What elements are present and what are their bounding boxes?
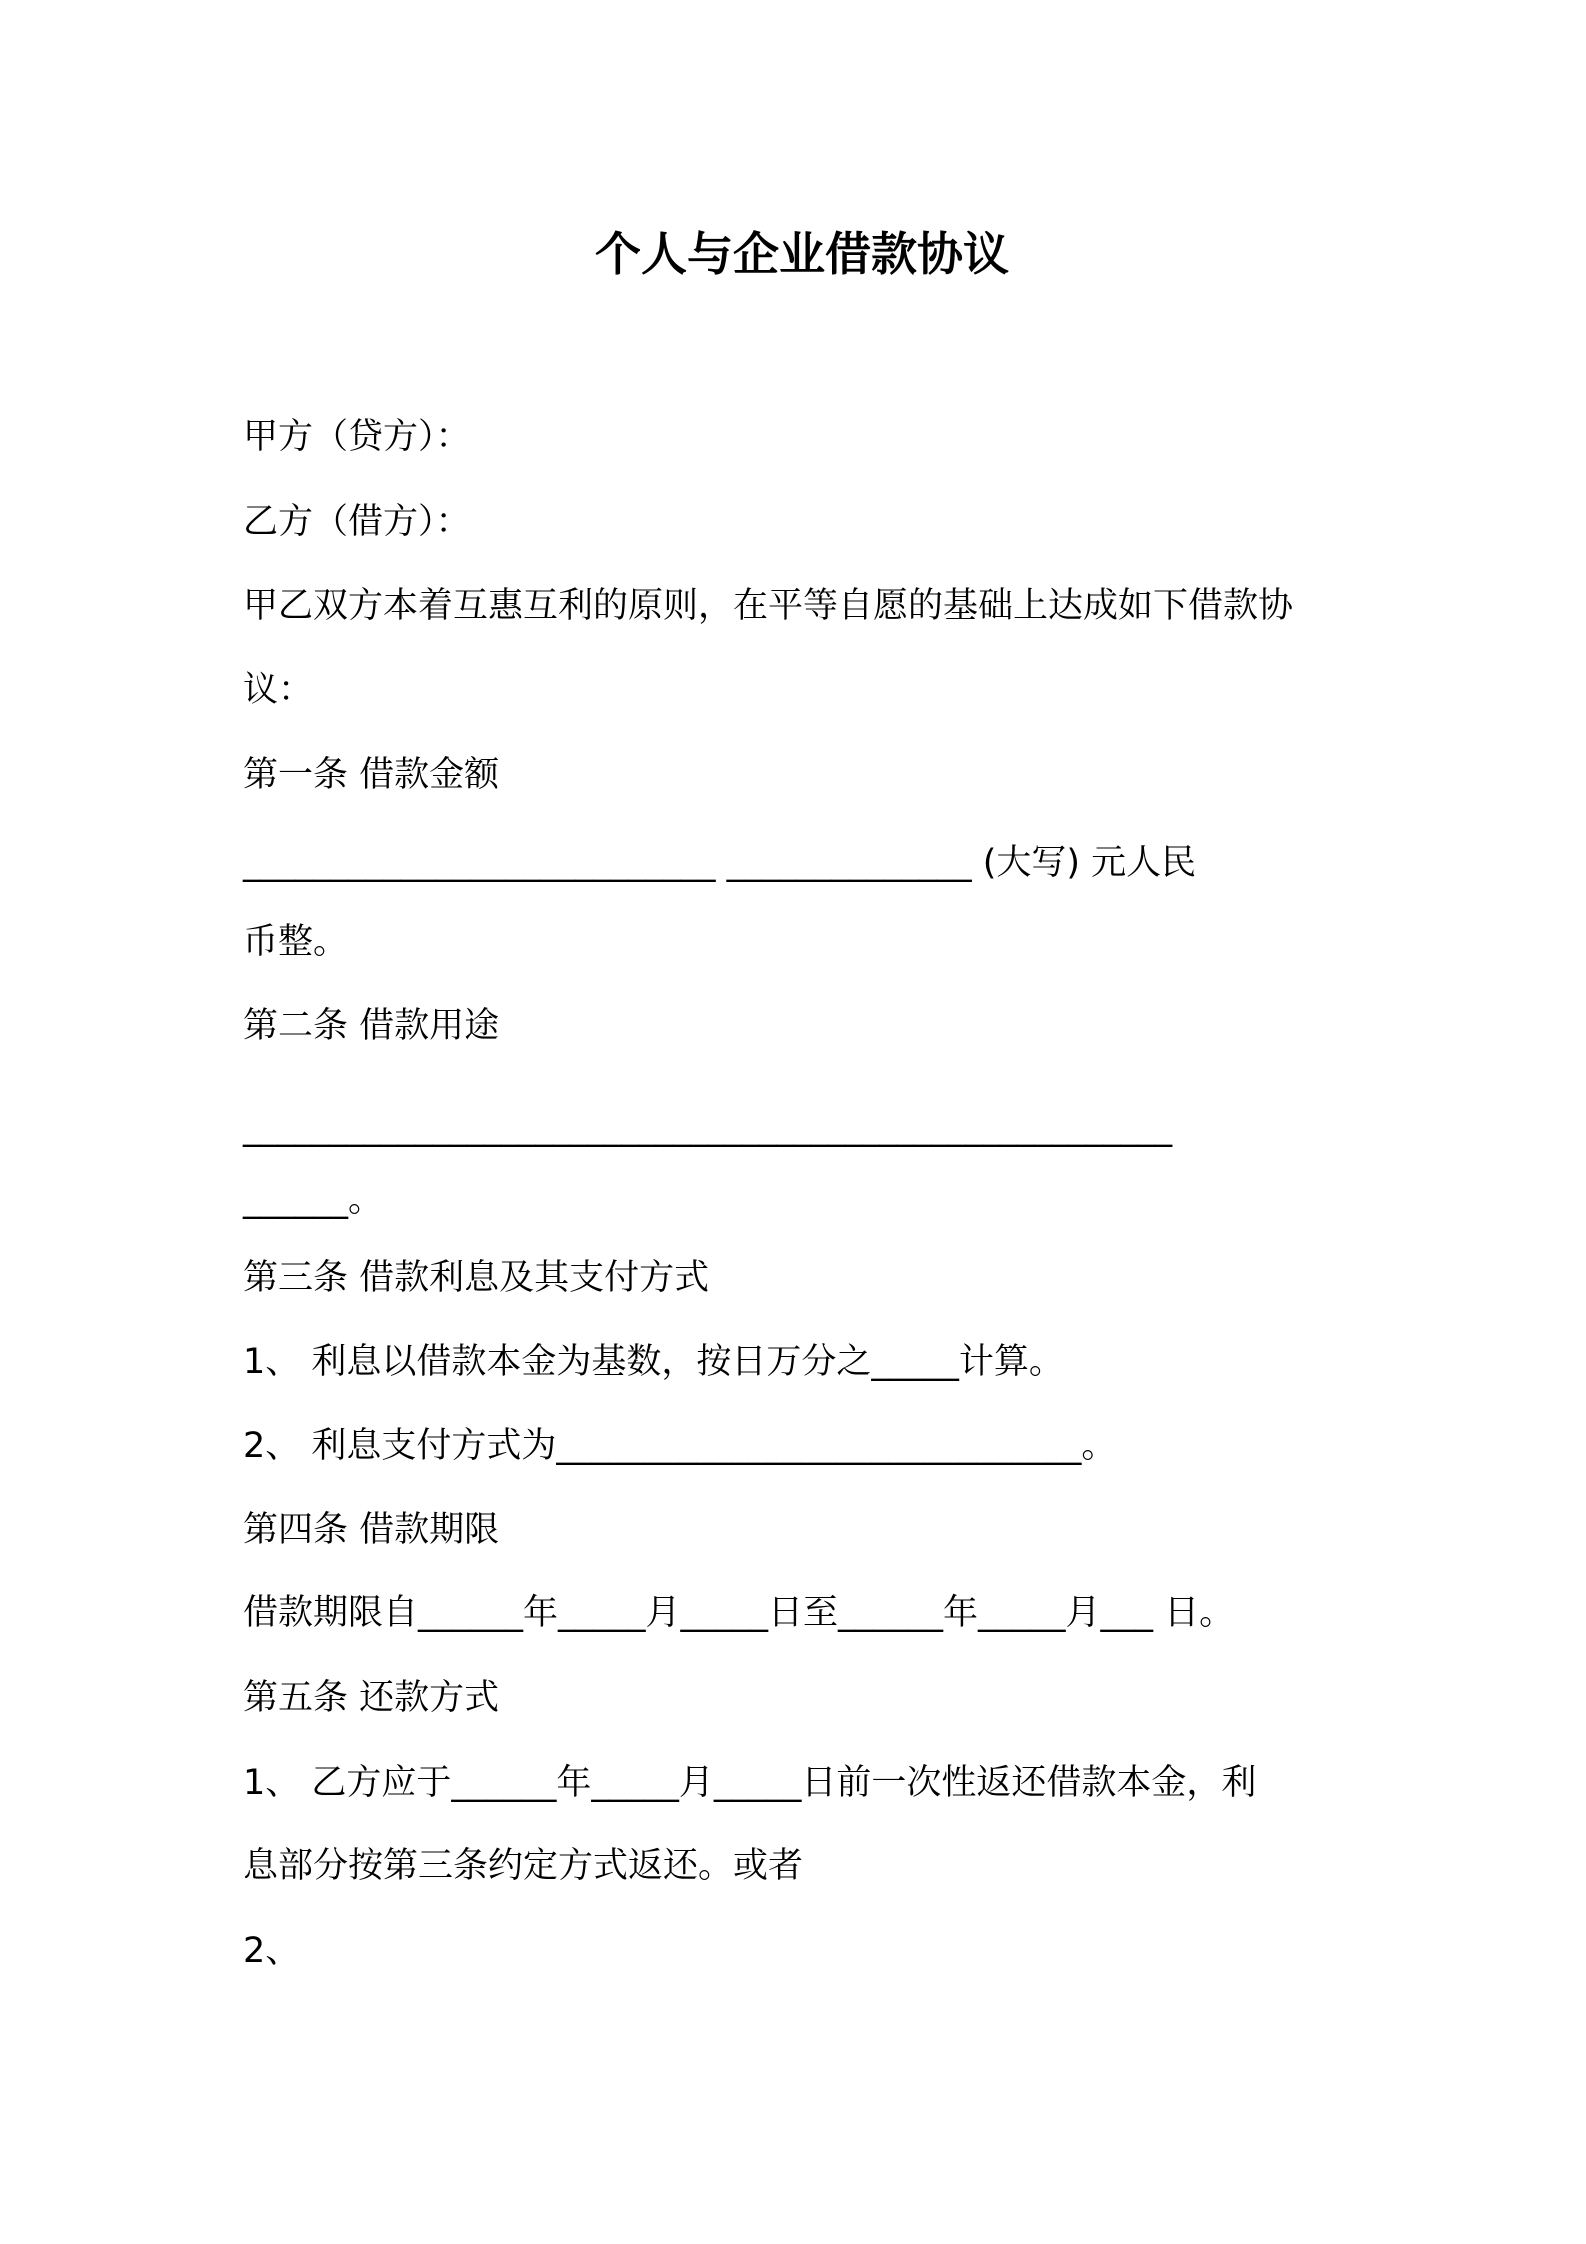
article-5-clause-2: 2、 (243, 1931, 301, 1971)
article-3-clause-1: 1、 利息以借款本金为基数，按日万分之_____计算。 (243, 1342, 1064, 1382)
article-1-amount-line: ___________________________ ______________ (大写) 元人民 (243, 843, 1197, 883)
article-3-heading: 第三条 借款利息及其支付方式 (243, 1258, 710, 1298)
article-2-purpose-line: ______________________________________________________ (243, 1108, 1172, 1148)
article-5-clause-1-cont: 息部分按第三条约定方式返还。或者 (243, 1846, 804, 1886)
article-5-clause-1: 1、 乙方应于______年_____月_____日前一次性返还借款本金，利 (243, 1763, 1257, 1803)
party-b-line: 乙方（借方）： (243, 502, 471, 542)
article-1-amount-cont: 币整。 (243, 922, 349, 962)
article-3-clause-2: 2、 利息支付方式为______________________________。 (243, 1426, 1117, 1466)
article-5-heading: 第五条 还款方式 (243, 1678, 500, 1718)
document-title: 个人与企业借款协议 (595, 227, 1009, 281)
article-2-purpose-cont: ______。 (243, 1180, 384, 1220)
preamble-line: 甲乙双方本着互惠互利的原则，在平等自愿的基础上达成如下借款协 (243, 586, 1294, 626)
preamble-line-cont: 议： (243, 670, 314, 710)
article-1-heading: 第一条 借款金额 (243, 755, 500, 795)
party-a-line: 甲方（贷方）： (243, 417, 471, 457)
article-2-heading: 第二条 借款用途 (243, 1006, 500, 1046)
article-4-term-line: 借款期限自______年_____月_____日至______年_____月___ 日。 (243, 1593, 1235, 1633)
article-4-heading: 第四条 借款期限 (243, 1510, 500, 1550)
